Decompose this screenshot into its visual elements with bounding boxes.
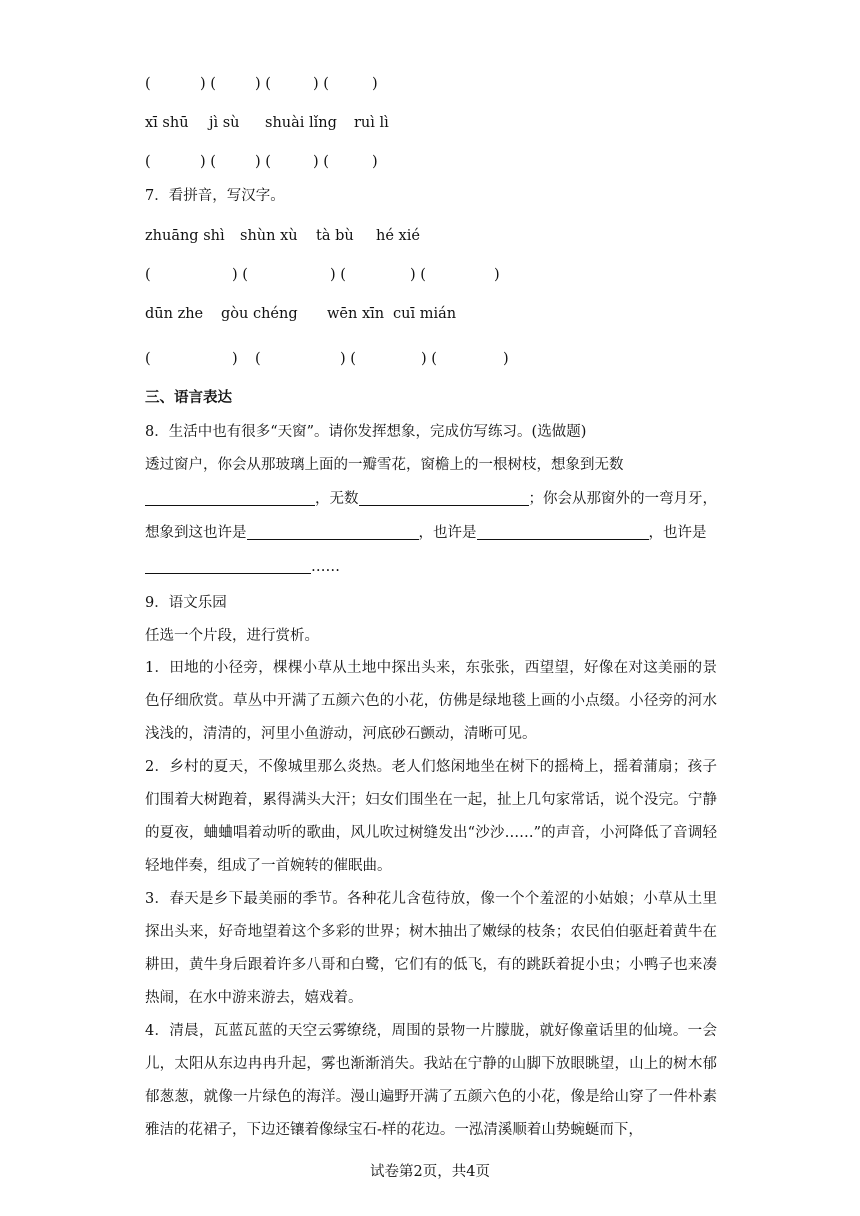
passage-3: 3．春天是乡下最美丽的季节。各种花儿含苞待放，像一个个羞涩的小姑娘；小草从土里探出头来，好奇地望着这个多彩的世界；树木抽出了嫩绿的枝条；农民伯伯驱赶着黄牛在耕田，黄牛身后跟着许多八哥和白鹭，它们有的低飞，有的跳跃着捉小虫；小鸭子也来凑热闹，在水中游来游去，嬉戏着。 bbox=[145, 891, 717, 1006]
question-8-fill-line: 想象到这也许是 ，也许是 ，也许是 bbox=[145, 525, 707, 541]
question-7-title: 7．看拼音，写汉字。 bbox=[145, 188, 285, 204]
question-8-fill-line: …… bbox=[145, 557, 340, 577]
answer-blank[interactable] bbox=[477, 523, 649, 540]
answer-blank[interactable] bbox=[145, 489, 315, 506]
exam-page: ( ) ( ) ( ) ( ) xī shū jì sù shuài lǐng ruì lì ( ) ( ) ( ) ( ) 7．看拼音，写汉字。 zhuāng shì shùn xù tà bù hé xié ( ) ( ) ( ) ( ) dūn zhe gòu chéng wēn xīn cuī mián ( ) ( ) ( ) ( ) 三、语言表达 8．生活中也有很多“天窗”。请你发挥想象，完成仿写练习。(选做题) 透过窗户，你会从那玻璃上面的一瓣雪花，窗檐上的一根树枝，想象到无数 ，无数 ；你会从那窗外的一弯月牙， 想象到这也许是 ，也许是 ，也许是 …… 9．语文乐园 任选一个片段，进行赏析。 1．田地的小径旁，棵棵小草从土地中探出头来，东张张，西望望，好像在对这美丽的景色仔细欣赏。草丛中开满了五颜六色的小花，仿佛是绿地毯上画的小点缀。小径旁的河水浅浅的，清清的，河里小鱼游动，河底砂石颤动，清晰可见。 2．乡村的夏天，不像城里那么炎热。老人们悠闲地坐在树下的摇椅上，摇着蒲扇；孩子们围着大树跑着，累得满头大汗；妇女们围坐在一起，扯上几句家常话，说个没完。宁静的夏夜，蛐蛐唱着动听的歌曲，风儿吹过树缝发出“沙沙……”的声音，小河降低了音调轻轻地伴奏，组成了一首婉转的催眠曲。 3．春天是乡下最美丽的季节。各种花儿含苞待放，像一个个羞涩的小姑娘；小草从土里探出头来，好奇地望着这个多彩的世界；树木抽出了嫩绿的枝条；农民伯伯驱赶着黄牛在耕田，黄牛身后跟着许多八哥和白鹭，它们有的低飞，有的跳跃着捉小虫；小鸭子也来凑热闹，在水中游来游去，嬉戏着。 4．清晨，瓦蓝瓦蓝的天空云雾缭绕，周围的景物一片朦胧，就好像童话里的仙境。一会儿，太阳从东边冉冉升起，雾也渐渐消失。我站在宁静的山脚下放眼眺望，山上的树木郁郁葱葱，就像一片绿色的海洋。漫山遍野开满了五颜六色的小花，像是给山穿了一件朴素雅洁的花裙子，下边还镶着像绿宝石-样的花边。一泓清溪顺着山势蜿蜒而下， 试卷第2页，共4页 bbox=[0, 0, 860, 1216]
passage-1: 1．田地的小径旁，棵棵小草从土地中探出头来，东张张，西望望，好像在对这美丽的景色仔细欣赏。草丛中开满了五颜六色的小花，仿佛是绿地毯上画的小点缀。小径旁的河水浅浅的，清清的，河里小鱼游动，河底砂石颤动，清晰可见。 bbox=[145, 660, 717, 742]
answer-blank[interactable] bbox=[359, 489, 529, 506]
section-title: 三、语言表达 bbox=[145, 389, 232, 406]
question-8-title: 8．生活中也有很多“天窗”。请你发挥想象，完成仿写练习。(选做题) bbox=[145, 424, 587, 440]
question-8-fill-line: ，无数 ；你会从那窗外的一弯月牙， bbox=[145, 489, 717, 509]
passage-2: 2．乡村的夏天，不像城里那么炎热。老人们悠闲地坐在树下的摇椅上，摇着蒲扇；孩子们围着大树跑着，累得满头大汗；妇女们围坐在一起，扯上几句家常话，说个没完。宁静的夏夜，蛐蛐唱着动听的歌曲，风儿吹过树缝发出“沙沙……”的声音，小河降低了音调轻轻地伴奏，组成了一首婉转的催眠曲。 bbox=[145, 759, 717, 874]
question-9-title: 9．语文乐园 bbox=[145, 595, 227, 611]
answer-blank[interactable] bbox=[247, 523, 419, 540]
question-8-text: 透过窗户，你会从那玻璃上面的一瓣雪花，窗檐上的一根树枝，想象到无数 bbox=[145, 457, 624, 473]
passage-4: 4．清晨，瓦蓝瓦蓝的天空云雾缭绕，周围的景物一片朦胧，就好像童话里的仙境。一会儿，太阳从东边冉冉升起，雾也渐渐消失。我站在宁静的山脚下放眼眺望，山上的树木郁郁葱葱，就像一片绿色的海洋。漫山遍野开满了五颜六色的小花，像是给山穿了一件朴素雅洁的花裙子，下边还镶着像绿宝石-样的花边。一泓清溪顺着山势蜿蜒而下， bbox=[145, 1023, 717, 1138]
answer-blank[interactable] bbox=[145, 557, 311, 574]
question-9-instruction: 任选一个片段，进行赏析。 bbox=[145, 628, 319, 644]
page-footer: 试卷第2页，共4页 bbox=[370, 1164, 490, 1180]
